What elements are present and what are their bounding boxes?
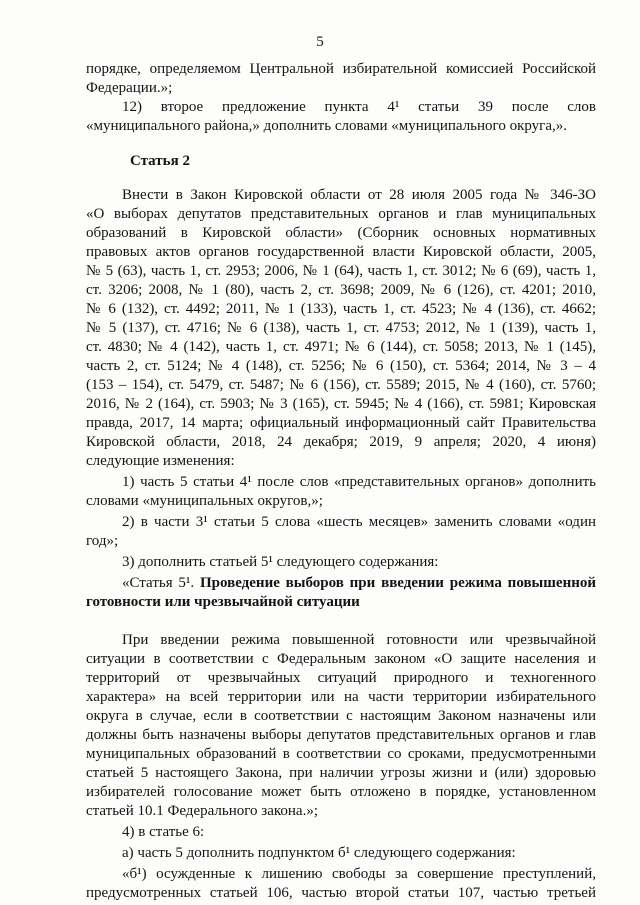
article-2-line: правда, 2017, 14 марта; официальный информационный сайт Правительства bbox=[86, 415, 596, 431]
body-line: характера» на всей территории или на части территории избирательного bbox=[86, 689, 596, 705]
body-line: территорий от чрезвычайных ситуаций природного и техногенного bbox=[86, 670, 596, 686]
article-2-line: Внести в Закон Кировской области от 28 июля 2005 года № 346-ЗО bbox=[122, 187, 596, 203]
article-2-line: ст. 3206; 2008, № 1 (80), часть 2, ст. 3698; 2009, № 6 (126), ст. 4201; 2010, bbox=[86, 282, 596, 298]
article-2-line: правовых актов органов государственной власти Кировской области, 2005, bbox=[86, 244, 596, 260]
article-5-1-title-line: готовности или чрезвычайной ситуации bbox=[86, 594, 360, 610]
tail-line: предусмотренных статьей 106, частью второй статьи 107, частью третьей bbox=[86, 885, 596, 901]
body-line: округа в случае, если в соответствии с настоящим Законом назначены или bbox=[86, 708, 596, 724]
article-2-line: № 5 (137), ст. 4716; № 6 (138), часть 1, ст. 4753; 2012, № 1 (139), часть 1, bbox=[86, 320, 596, 336]
article-2-line: следующие изменения: bbox=[86, 453, 235, 469]
item-4a-line: а) часть 5 дополнить подпунктом б¹ следующего содержания: bbox=[122, 845, 516, 861]
article-2-line: образований в Кировской области» (Сборник основных нормативных bbox=[86, 225, 596, 241]
item-1-line: 1) часть 5 статьи 4¹ после слов «представительных органов» дополнить bbox=[122, 474, 596, 490]
article-2-line: «О выборах депутатов представительных органов и глав муниципальных bbox=[86, 206, 596, 222]
item-3-line: 3) дополнить статьей 5¹ следующего содержания: bbox=[122, 554, 439, 570]
body-line: статьей 5 настоящего Закона, при наличии угрозы жизни и (или) здоровью bbox=[86, 765, 596, 781]
item-2-line: год»; bbox=[86, 533, 119, 549]
text-line: «муниципального района,» дополнить словами «муниципального округа,». bbox=[86, 118, 567, 134]
body-line: статьей 10.1 Федерального закона.»; bbox=[86, 803, 318, 819]
article-5-1-title: Проведение выборов при введении режима повышенной bbox=[199, 575, 597, 591]
article-2-line: (153 – 154), ст. 5479, ст. 5487; № 6 (156), ст. 5589; 2015, № 4 (160), ст. 5760; bbox=[86, 377, 596, 393]
article-5-1-heading bbox=[122, 574, 596, 593]
text-line: 12) второе предложение пункта 4¹ статьи 39 после слов bbox=[122, 99, 596, 115]
page-number: 5 bbox=[316, 34, 324, 50]
text-line: порядке, определяемом Центральной избирательной комиссией Российской bbox=[86, 61, 596, 77]
body-line: При введении режима повышенной готовности или чрезвычайной bbox=[122, 632, 596, 648]
article-2-line: № 6 (132), ст. 4492; 2011, № 1 (133), часть 1, ст. 4523; № 4 (136), ст. 4662; bbox=[86, 301, 596, 317]
item-1-line: словами «муниципальных округов,»; bbox=[86, 493, 323, 509]
article-2-line: 2016, № 2 (164), ст. 5903; № 3 (165), ст. 5945; № 4 (166), ст. 5981; Кировская bbox=[86, 396, 596, 412]
article-2-heading: Статья 2 bbox=[130, 153, 190, 169]
article-2-line: Кировской области, 2018, 24 декабря; 2019, 9 апреля; 2020, 4 июня) bbox=[86, 434, 596, 450]
text-line: Федерации.»; bbox=[86, 80, 173, 96]
body-line: муниципальных образований в соответствии со сроками, предусмотренными bbox=[86, 746, 596, 762]
article-2-line: ст. 4830; № 4 (142), часть 1, ст. 4971; № 6 (144), ст. 5058; 2013, № 1 (145), bbox=[86, 339, 596, 355]
body-line: должны быть назначены выборы депутатов представительных органов и глав bbox=[86, 727, 596, 743]
article-2-line: № 5 (63), часть 1, ст. 2953; 2006, № 1 (64), часть 1, ст. 3012; № 6 (69), часть 1, bbox=[86, 263, 596, 279]
item-2-line: 2) в части 3¹ статьи 5 слова «шесть месяцев» заменить словами «один bbox=[122, 514, 596, 530]
tail-line: «б¹) осужденные к лишению свободы за совершение преступлений, bbox=[122, 866, 596, 882]
article-5-1-prefix: «Статья 5¹. bbox=[122, 575, 195, 591]
body-line: избирателей голосование может быть отложено в порядке, установленном bbox=[86, 784, 596, 800]
body-line: ситуации в соответствии с Федеральным законом «О защите населения и bbox=[86, 651, 596, 667]
article-2-line: часть 2, ст. 5124; № 4 (148), ст. 5256; № 6 (150), ст. 5364; 2014, № 3 – 4 bbox=[86, 358, 596, 374]
item-4-line: 4) в статье 6: bbox=[122, 824, 205, 840]
